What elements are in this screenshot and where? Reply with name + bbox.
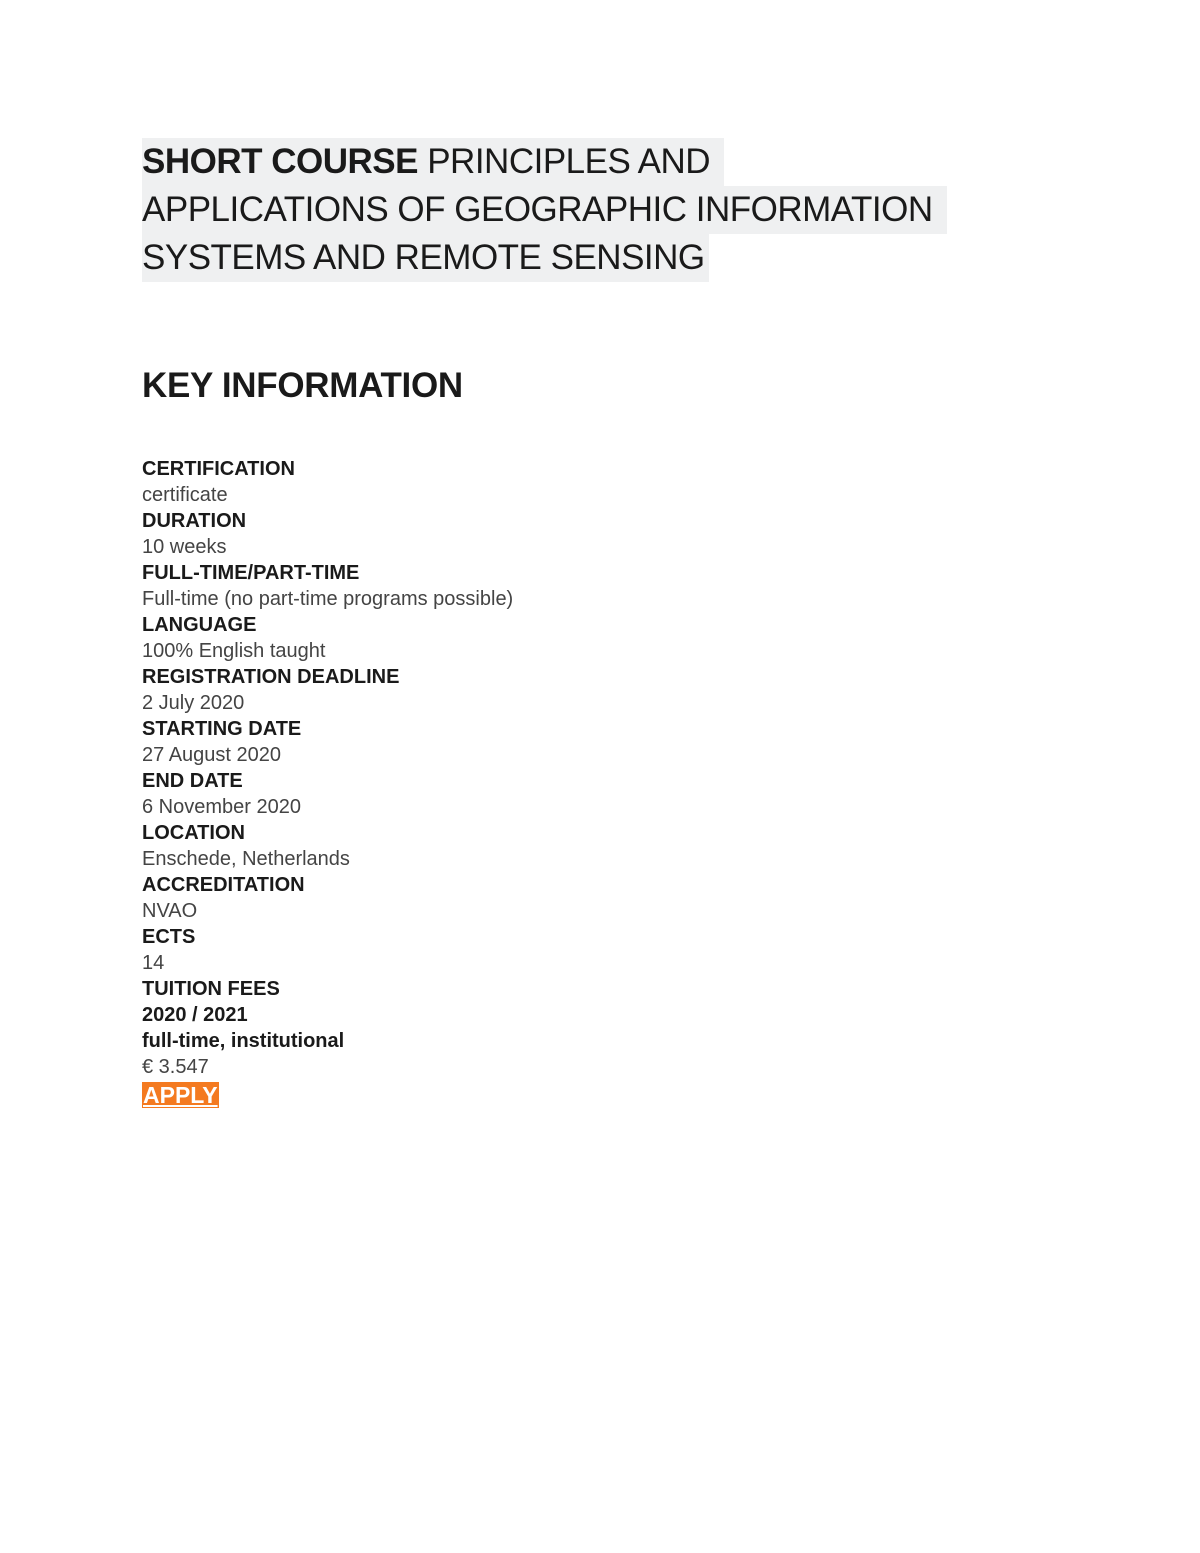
end-date-label: END DATE (142, 770, 243, 792)
location-label: LOCATION (142, 822, 245, 844)
duration-value: 10 weeks (142, 536, 227, 558)
apply-button[interactable]: APPLY (143, 1082, 218, 1108)
duration-label: DURATION (142, 510, 247, 532)
tuition-fees-type: full-time, institutional (142, 1030, 345, 1052)
location-value: Enschede, Netherlands (142, 848, 350, 870)
language-label: LANGUAGE (142, 614, 257, 636)
registration-deadline-label: REGISTRATION DEADLINE (142, 666, 400, 688)
key-information-heading: KEY INFORMATION (142, 366, 463, 405)
title-line-1-rest: PRINCIPLES AND (417, 142, 711, 181)
accreditation-label: ACCREDITATION (142, 874, 305, 896)
title-line-1 (142, 138, 724, 186)
key-information-list (142, 456, 1062, 1108)
document-page (142, 138, 1062, 1108)
end-date-value: 6 November 2020 (142, 796, 301, 818)
language-value: 100% English taught (142, 640, 326, 662)
title-line-2: APPLICATIONS OF GEOGRAPHIC INFORMATION (142, 186, 947, 234)
registration-deadline-value: 2 July 2020 (142, 692, 245, 714)
study-mode-label: FULL-TIME/PART-TIME (142, 562, 360, 584)
title-bold-part: SHORT COURSE (142, 142, 418, 181)
ects-label: ECTS (142, 926, 196, 948)
starting-date-value: 27 August 2020 (142, 744, 282, 766)
course-title (142, 138, 1062, 282)
certification-label: CERTIFICATION (142, 458, 295, 480)
study-mode-value: Full-time (no part-time programs possible) (142, 588, 514, 610)
starting-date-label: STARTING DATE (142, 718, 302, 740)
title-line-3: SYSTEMS AND REMOTE SENSING (142, 234, 709, 282)
tuition-fees-label: TUITION FEES (142, 978, 280, 1000)
tuition-fees-value: € 3.547 (142, 1056, 209, 1078)
ects-value: 14 (142, 952, 165, 974)
tuition-fees-year: 2020 / 2021 (142, 1004, 248, 1026)
certification-value: certificate (142, 484, 228, 506)
accreditation-value: NVAO (142, 900, 198, 922)
